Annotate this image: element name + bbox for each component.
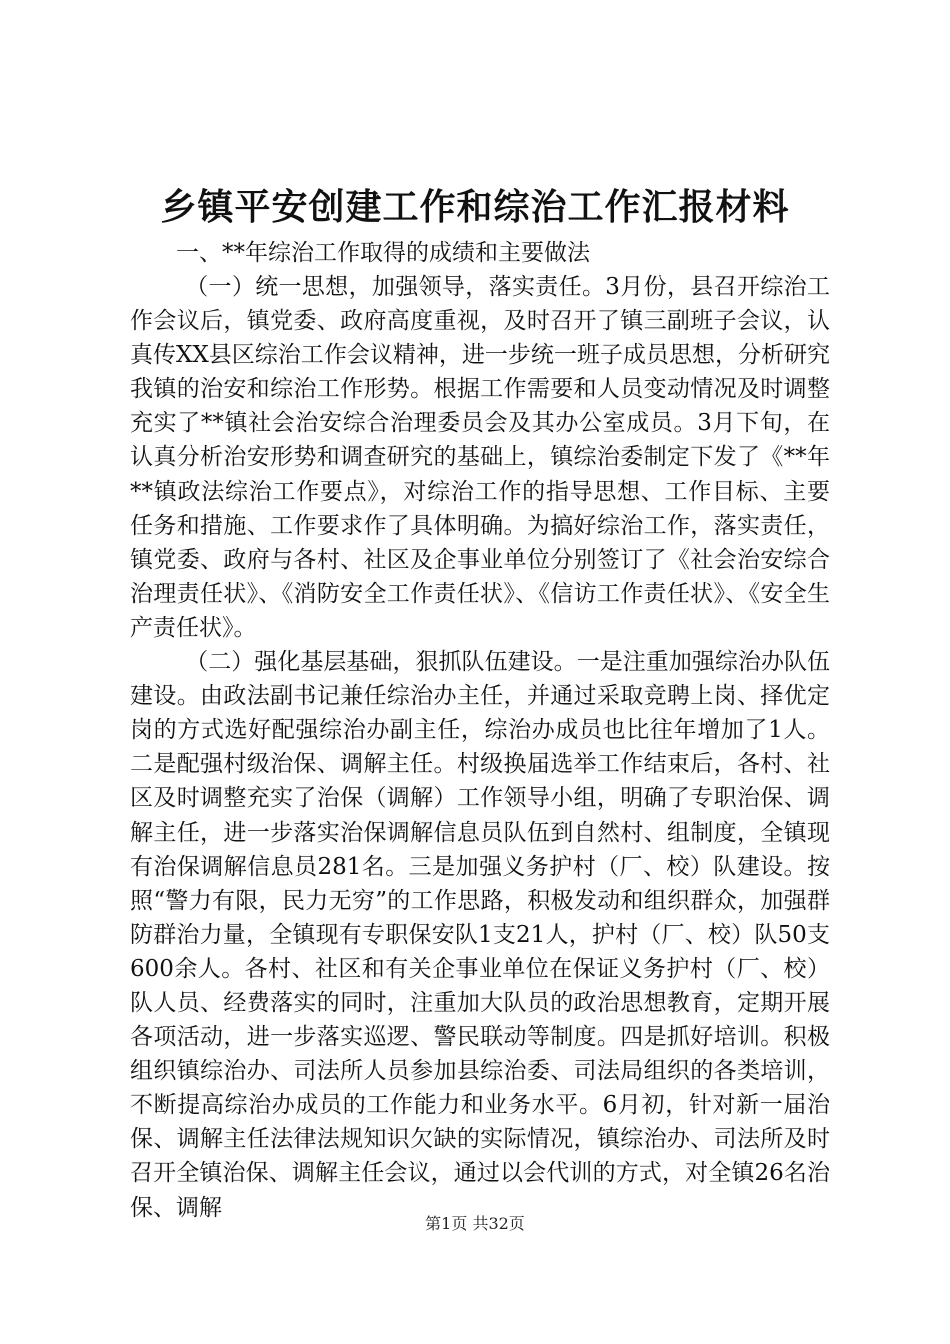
paragraph-2: （二）强化基层基础，狠抓队伍建设。一是注重加强综治办队伍建设。由政法副书记兼任综治办主任，并通过采取竞聘上岗、择优定岗的方式选好配强综治办副主任，综治办成员也比往年增加了1人。二是配强村级治保、调解主任。村级换届选举工作结束后，各村、社区及时调整充实了治保（调解）工作领导小组，明确了专职治保、调解主任，进一步落实治保调解信息员队伍到自然村、组制度，全镇现有治保调解信息员281名。三是加强义务护村（厂、校）队建设。按照“警力有限，民力无穷”的工作思路，积极发动和组织群众，加强群防群治力量，全镇现有专职保安队1支21人，护村（厂、校）队50支600余人。各村、社区和有关企事业单位在保证义务护村（厂、校）队人员、经费落实的同时，注重加大队员的政治思想教育，定期开展各项活动，进一步落实巡逻、警民联动等制度。四是抓好培训。积极组织镇综治办、司法所人员参加县综治委、司法局组织的各类培训，不断提高综治办成员的工作能力和业务水平。6月初，针对新一届治保、调解主任法律法规知识欠缺的实际情况，镇综治办、司法所及时召开全镇治保、调解主任会议，通过以会代训的方式，对全镇26名治保、调解: [130, 649, 830, 1221]
document-body: [130, 270, 830, 1225]
document-title: 乡镇平安创建工作和综治工作汇报材料: [160, 186, 790, 228]
section-heading: 一、**年综治工作取得的成绩和主要做法: [176, 240, 590, 266]
paragraph-1: （一）统一思想，加强领导，落实责任。3月份，县召开综治工作会议后，镇党委、政府高度重视，及时召开了镇三副班子会议，认真传XX县区综治工作会议精神，进一步统一班子成员思想，分析研究我镇的治安和综治工作形势。根据工作需要和人员变动情况及时调整充实了**镇社会治安综合治理委员会及其办公室成员。3月下旬，在认真分析治安形势和调查研究的基础上，镇综治委制定下发了《**年**镇政法综治工作要点》，对综治工作的指导思想、工作目标、主要任务和措施、工作要求作了具体明确。为搞好综治工作，落实责任，镇党委、政府与各村、社区及企事业单位分别签订了《社会治安综合治理责任状》、《消防安全工作责任状》、《信访工作责任状》、《安全生产责任状》。: [130, 274, 830, 641]
page-footer: 第1页 共32页: [425, 1214, 525, 1233]
